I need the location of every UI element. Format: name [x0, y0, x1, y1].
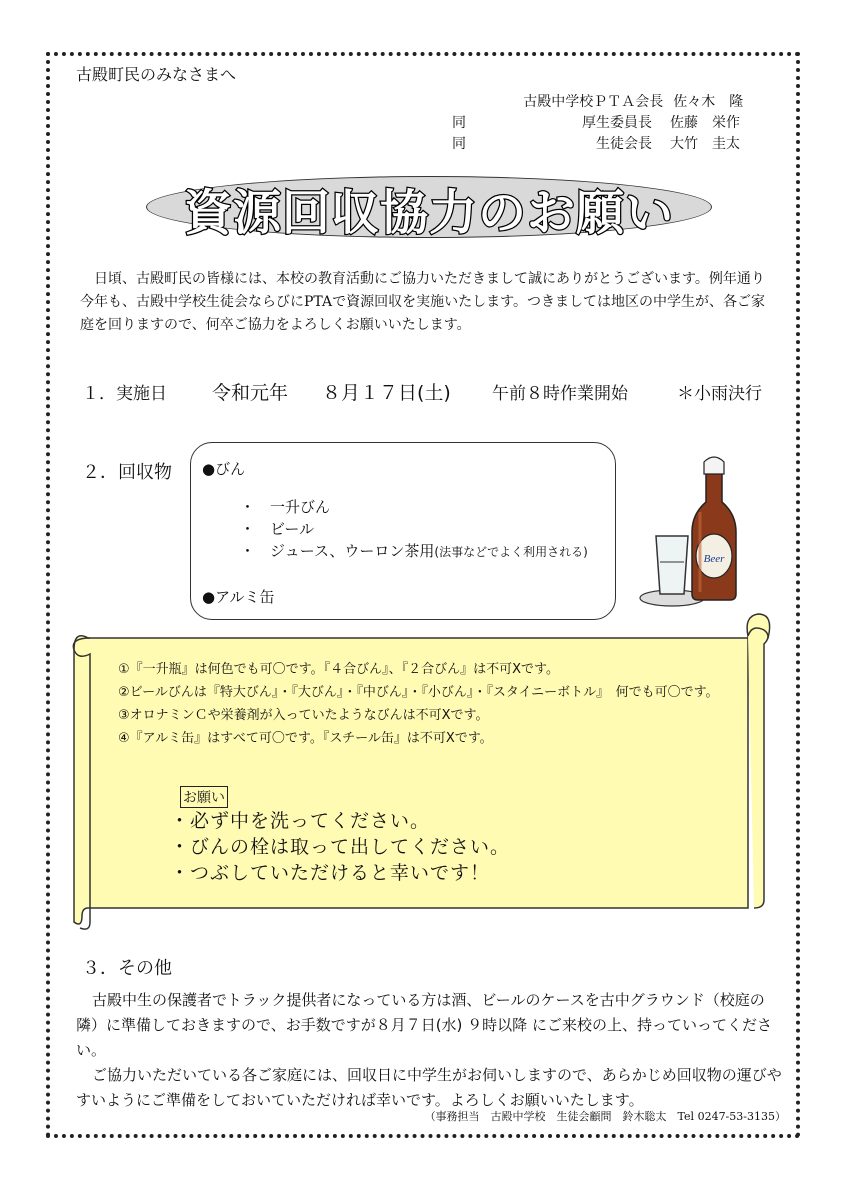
list-item: ・ 一升びん [240, 498, 331, 516]
section3-heading: ３．その他 [82, 958, 172, 979]
list-item [240, 540, 588, 563]
signer-row [452, 92, 752, 113]
onegai-item: ・必ず中を洗ってください。 [170, 810, 431, 832]
note-item: ④『アルミ缶』はすべて可〇です。『スチール缶』は不可Xです。 [118, 731, 493, 746]
signer-name: 佐藤 栄作 [670, 115, 740, 131]
intro-paragraph [80, 268, 770, 337]
title-banner [146, 162, 712, 254]
signer-role: 古殿中学校ＰＴＡ会長 [523, 94, 664, 110]
list-item-note: (法事などでよく利用される) [434, 545, 588, 559]
onegai-item: ・つぶしていただけると幸いです！ [170, 862, 491, 884]
section1-heading [82, 378, 782, 405]
section1-time: 午前８時作業開始 [492, 384, 628, 404]
notes-list [118, 658, 719, 750]
section1-label: １．実施日 [82, 384, 167, 404]
onegai-item: ・びんの栓は取って出してください。 [170, 836, 511, 858]
signers-block [452, 92, 752, 155]
greeting: 古殿町民のみなさまへ [76, 65, 237, 84]
section1-date: ８月１７日(土) [322, 382, 451, 404]
bin-heading: ●びん [202, 460, 246, 478]
onegai-label: お願い [180, 786, 228, 808]
signer-row [452, 134, 752, 155]
bottle-label-text: Beer [703, 553, 725, 565]
signer-role: 厚生委員長 [582, 115, 652, 131]
beer-bottle-icon [634, 452, 746, 612]
onegai-list [170, 808, 510, 886]
signer-org: 同 [452, 115, 466, 131]
note-item: ②ビールびんは『特大びん』・『大びん』・『中びん』・『小びん』・『スタイニーボトル』 何でも可〇です。 [118, 685, 719, 700]
note-item: ①『一升瓶』は何色でも可〇です。『４合びん』、『２合びん』は不可Xです。 [118, 662, 559, 677]
signer-org: 同 [452, 136, 466, 152]
list-item: ・ ビール [240, 520, 315, 538]
section3-body [76, 988, 782, 1113]
contact-line: （事務担当 古殿中学校 生徒会顧問 鈴木聡太 Tel 0247-53-3135） [424, 1110, 786, 1123]
signer-row [452, 113, 752, 134]
signer-name: 大竹 圭太 [670, 136, 740, 152]
section3-paragraph: ご協力いただいている各ご家庭には、回収日に中学生がお伺いしますので、あらかじめ回収物の運びやすいようにご準備をしておいていただければ幸いです。よろしくお願いいたします。 [76, 1066, 782, 1109]
intro-text: 日頃、古殿町民の皆様には、本校の教育活動にご協力いただきまして誠にありがとうございます。例年通り今年も、古殿中学校生徒会ならびにPTAで資源回収を実施いたします。つきましては地区の中学生が、各ご家庭を回りますので、何卒ご協力をよろしくお願いいたします。 [80, 271, 765, 333]
signer-role: 生徒会長 [596, 136, 652, 152]
signer-name: 佐々木 隆 [673, 94, 744, 110]
section3-paragraph: 古殿中生の保護者でトラック提供者になっている方は酒、ビールのケースを古中グラウンド（校庭の隣）に準備しておきますので、お手数ですが８月７日(水) ９時以降 にご来校の上、持っていってください。 [76, 991, 772, 1059]
alumi-heading: ●アルミ缶 [202, 588, 275, 606]
page-title: 資源回収協力のお願い [183, 185, 674, 241]
section1-era: 令和元年 [212, 382, 289, 404]
section1-note: ＊小雨決行 [677, 384, 762, 404]
section2-heading: ２．回収物 [82, 462, 172, 483]
signer-org [452, 92, 500, 113]
bin-list [240, 496, 588, 563]
list-item-text: ・ ジュース、ウーロン茶用 [240, 542, 435, 560]
note-item: ③オロナミンＣや栄養剤が入っていたようなびんは不可Xです。 [118, 708, 489, 723]
